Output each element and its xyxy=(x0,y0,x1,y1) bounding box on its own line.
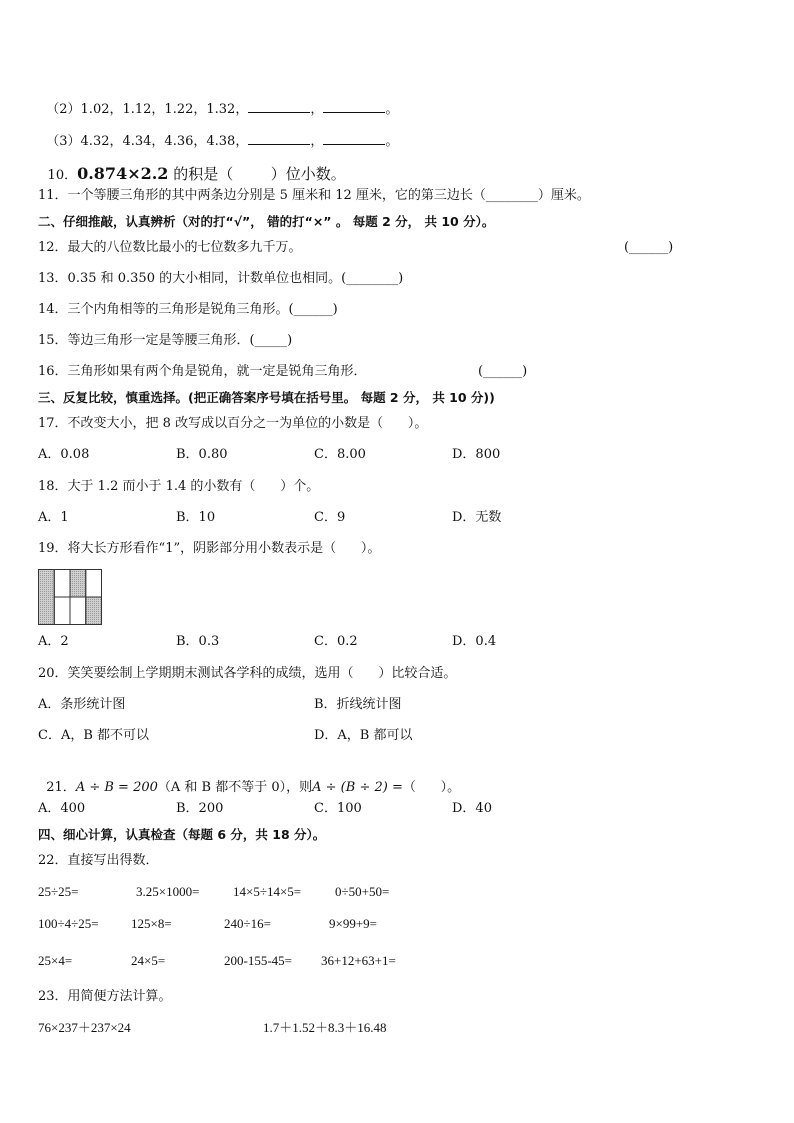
option-c[interactable]: C．9 xyxy=(314,510,346,525)
question-9-3 xyxy=(38,116,398,150)
option-a[interactable]: A．条形统计图 xyxy=(38,697,126,712)
option-d[interactable]: D．A，B 都可以 xyxy=(314,728,413,743)
question-text: （2）1.02，1.12，1.22，1.32， xyxy=(46,102,249,117)
question-14: 14．三个内角相等的三角形是锐角三角形。(______) xyxy=(38,302,338,317)
option-a[interactable]: A．2 xyxy=(38,634,69,649)
separator: ， xyxy=(310,102,324,117)
calc-item: 100÷4÷25= xyxy=(38,916,99,931)
option-b[interactable]: B．200 xyxy=(176,801,224,816)
math-expression: A ÷ B = 200 xyxy=(75,780,158,795)
question-text-end: ）位小数。 xyxy=(270,165,346,183)
question-12: 12．最大的八位数比最小的七位数多九千万。 xyxy=(38,240,302,255)
calc-item: 240÷16= xyxy=(224,916,271,931)
calc-item: 125×8= xyxy=(131,916,172,931)
question-text: 的积是（ xyxy=(168,165,234,183)
question-20: 20．笑笑要绘制上学期期末测试各学科的成绩，选用（ ）比较合适。 xyxy=(38,666,457,681)
question-11: 11．一个等腰三角形的其中两条边分别是 5 厘米和 12 厘米，它的第三边长（________）厘米。 xyxy=(38,188,590,203)
question-23: 23．用简便方法计算。 xyxy=(38,989,172,1004)
rectangle-grid-figure xyxy=(38,569,102,625)
calc-item: 76×237＋237×24 xyxy=(38,1020,131,1035)
option-c[interactable]: C．A，B 都不可以 xyxy=(38,728,150,743)
answer-blank[interactable] xyxy=(323,100,385,113)
calc-item: 200-155-45= xyxy=(224,953,292,968)
option-d[interactable]: D．40 xyxy=(452,801,492,816)
calc-item: 3.25×1000= xyxy=(136,884,200,899)
calc-item: 25×4= xyxy=(38,953,73,968)
calc-item: 1.7＋1.52＋8.3＋16.48 xyxy=(263,1020,387,1035)
calc-item: 9×99+9= xyxy=(329,916,377,931)
math-expression: A ÷ (B ÷ 2) = xyxy=(312,780,403,795)
option-c[interactable]: C．100 xyxy=(314,801,362,816)
option-d[interactable]: D．0.4 xyxy=(452,634,497,649)
option-b[interactable]: B．10 xyxy=(176,510,216,525)
option-d[interactable]: D．无数 xyxy=(452,510,502,525)
answer-blank[interactable]: _____ xyxy=(233,165,271,183)
option-a[interactable]: A．400 xyxy=(38,801,86,816)
answer-paren[interactable]: (______) xyxy=(624,240,674,255)
question-18: 18．大于 1.2 而小于 1.4 的小数有（ ）个。 xyxy=(38,479,320,494)
calc-item: 36+12+63+1= xyxy=(321,953,396,968)
option-b[interactable]: B．0.3 xyxy=(176,634,220,649)
separator: ， xyxy=(310,134,324,149)
section-3-heading: 三、反复比较，慎重选择。(把正确答案序号填在括号里。 每题 2 分， 共 10 分)) xyxy=(38,390,495,405)
question-21 xyxy=(38,764,460,796)
question-19: 19．将大长方形看作“1”，阴影部分用小数表示是（ ）。 xyxy=(38,541,381,556)
question-13: 13．0.35 和 0.350 的大小相同，计数单位也相同。(________) xyxy=(38,271,404,286)
calc-item: 25÷25= xyxy=(38,884,79,899)
option-d[interactable]: D．800 xyxy=(452,447,501,462)
question-10 xyxy=(38,150,346,184)
option-a[interactable]: A．0.08 xyxy=(38,447,90,462)
section-4-heading: 四、细心计算，认真检查（每题 6 分，共 18 分）。 xyxy=(38,827,326,842)
shaded-cell xyxy=(39,570,55,625)
calc-item: 24×5= xyxy=(131,953,166,968)
end-punct: 。 xyxy=(385,134,399,149)
question-9-2 xyxy=(38,84,398,118)
option-c[interactable]: C．0.2 xyxy=(314,634,358,649)
answer-blank[interactable] xyxy=(323,132,385,145)
shaded-cell xyxy=(70,570,86,598)
calc-item: 14×5÷14×5= xyxy=(233,884,302,899)
question-number: 10． xyxy=(47,168,78,183)
shaded-cell xyxy=(86,597,102,625)
section-2-heading: 二、仔细推敲，认真辨析（对的打“√”， 错的打“×” 。 每题 2 分， 共 10 分）。 xyxy=(38,214,495,229)
question-text-end: （ ）。 xyxy=(402,780,461,795)
option-b[interactable]: B．折线统计图 xyxy=(314,697,402,712)
question-text: （3）4.32，4.34，4.36，4.38， xyxy=(46,134,249,149)
option-a[interactable]: A．1 xyxy=(38,510,69,525)
answer-blank[interactable] xyxy=(248,132,310,145)
question-17: 17．不改变大小，把 8 改写成以百分之一为单位的小数是（ ）。 xyxy=(38,416,428,431)
question-16: 16．三角形如果有两个角是锐角，就一定是锐角三角形． xyxy=(38,364,367,379)
option-c[interactable]: C．8.00 xyxy=(314,447,366,462)
option-b[interactable]: B．0.80 xyxy=(176,447,228,462)
question-text: （A 和 B 都不等于 0），则 xyxy=(157,780,313,795)
end-punct: 。 xyxy=(385,102,399,117)
answer-paren[interactable]: (______) xyxy=(478,364,528,379)
question-15: 15．等边三角形一定是等腰三角形．(_____) xyxy=(38,333,293,348)
question-22: 22．直接写出得数． xyxy=(38,853,159,868)
calc-item: 0÷50+50= xyxy=(335,884,390,899)
answer-blank[interactable] xyxy=(248,100,310,113)
math-expression: 0.874×2.2 xyxy=(77,164,169,183)
question-number: 21． xyxy=(46,780,76,795)
